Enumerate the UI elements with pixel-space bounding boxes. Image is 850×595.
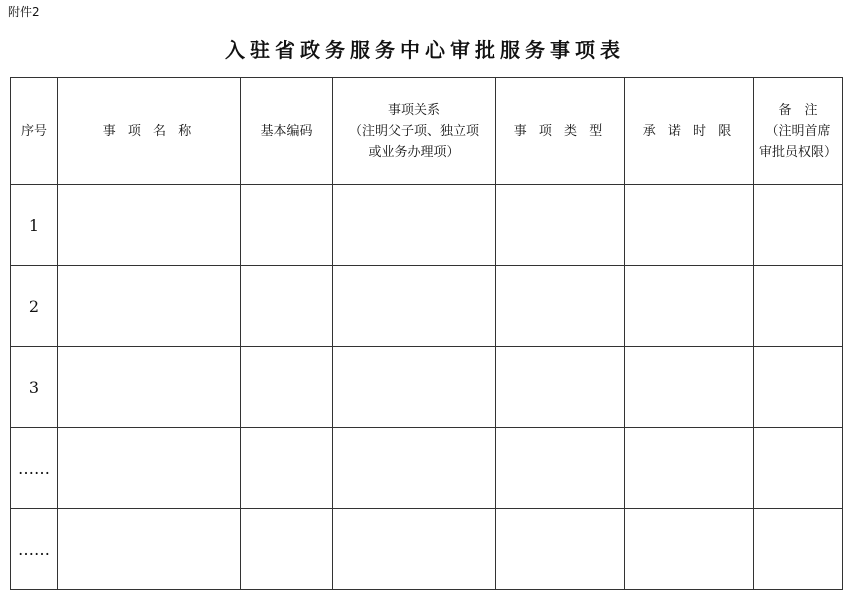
header-time-limit (625, 78, 754, 185)
header-relation-line2: （注明父子项、独立项 (348, 123, 479, 139)
header-remarks-line3: 审批员权限） (758, 144, 837, 160)
header-item-name (58, 78, 241, 185)
header-remarks-line2: （注明首席 (765, 123, 831, 139)
item-type-cell (496, 347, 625, 428)
item-name-cell (58, 185, 241, 266)
header-item-type-label: 事 项 类 型 (513, 123, 607, 139)
row-seq-cell: …… (11, 428, 58, 509)
item-name-cell (58, 266, 241, 347)
table-row (11, 266, 843, 347)
table-row (11, 347, 843, 428)
basic-code-cell (241, 347, 333, 428)
item-relation-cell (333, 185, 496, 266)
time-limit-cell (625, 509, 754, 590)
header-item-type (496, 78, 625, 185)
header-relation-line1: 事项关系 (387, 102, 440, 118)
item-type-cell (496, 185, 625, 266)
service-items-table (10, 77, 843, 590)
time-limit-cell (625, 266, 754, 347)
header-item-relation (333, 78, 496, 185)
remarks-cell (754, 347, 843, 428)
time-limit-cell (625, 347, 754, 428)
header-seq: 序号 (11, 78, 58, 185)
remarks-cell (754, 185, 843, 266)
table-row (11, 509, 843, 590)
item-relation-cell (333, 509, 496, 590)
item-relation-cell (333, 428, 496, 509)
row-seq-cell: 2 (11, 266, 58, 347)
row-seq-cell: 1 (11, 185, 58, 266)
time-limit-cell (625, 428, 754, 509)
row-seq-cell: 3 (11, 347, 58, 428)
basic-code-cell (241, 428, 333, 509)
remarks-cell (754, 428, 843, 509)
document-title: 入驻省政务服务中心审批服务事项表 (225, 38, 625, 62)
basic-code-cell (241, 509, 333, 590)
item-name-cell (58, 428, 241, 509)
header-item-name-label: 事 项 名 称 (102, 123, 196, 139)
remarks-cell (754, 509, 843, 590)
item-name-cell (58, 509, 241, 590)
basic-code-cell (241, 266, 333, 347)
header-relation-line3: 或业务办理项） (368, 144, 460, 160)
header-remarks-line1: 备 注 (778, 102, 818, 118)
time-limit-cell (625, 185, 754, 266)
header-row (11, 78, 843, 185)
header-remarks (754, 78, 843, 185)
header-basic-code: 基本编码 (241, 78, 333, 185)
item-relation-cell (333, 347, 496, 428)
item-type-cell (496, 266, 625, 347)
item-relation-cell (333, 266, 496, 347)
basic-code-cell (241, 185, 333, 266)
table-row (11, 428, 843, 509)
item-type-cell (496, 428, 625, 509)
table-row (11, 185, 843, 266)
item-type-cell (496, 509, 625, 590)
header-time-limit-label: 承 诺 时 限 (642, 123, 736, 139)
row-seq-cell: …… (11, 509, 58, 590)
remarks-cell (754, 266, 843, 347)
item-name-cell (58, 347, 241, 428)
attachment-label: 附件2 (8, 5, 40, 19)
